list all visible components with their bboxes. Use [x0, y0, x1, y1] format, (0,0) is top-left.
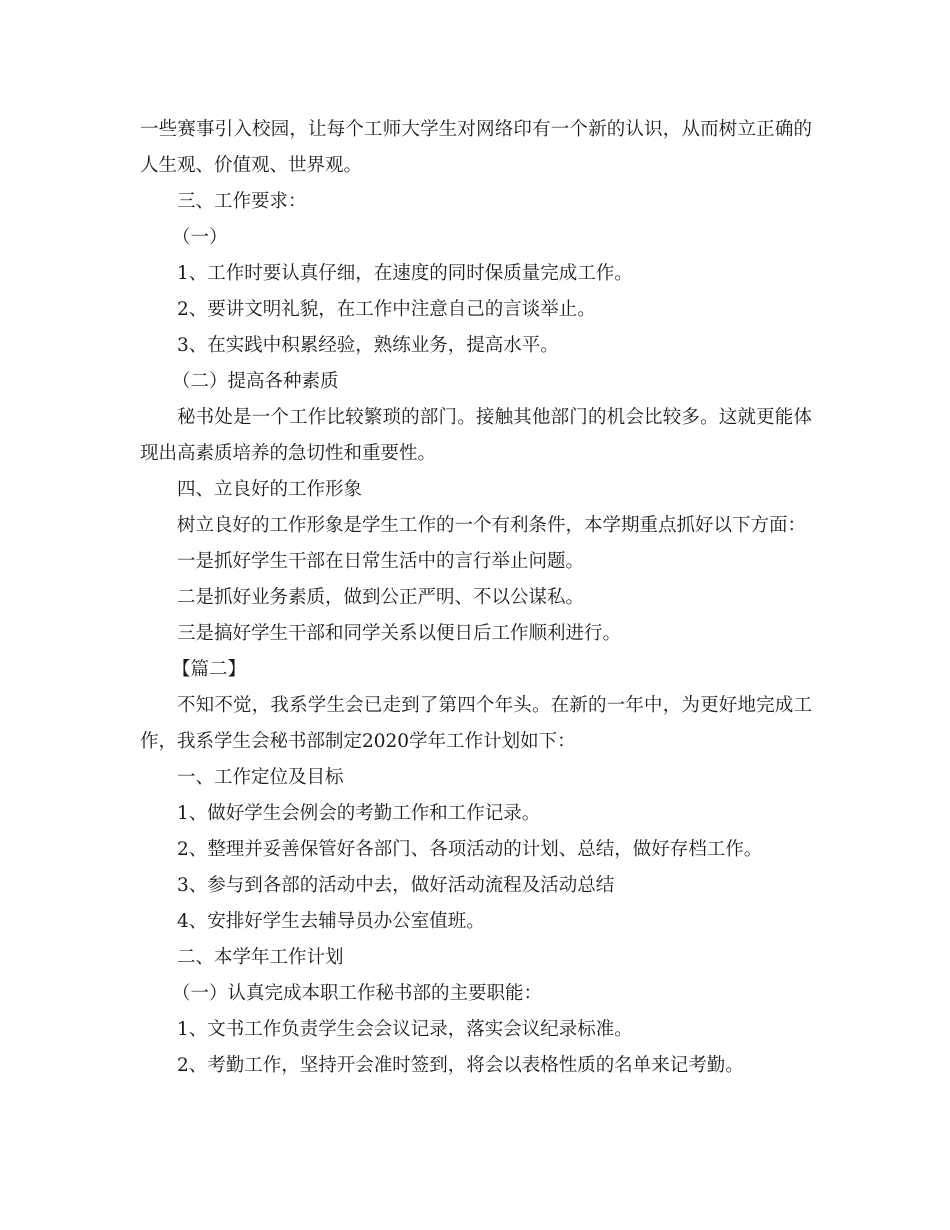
section-heading: 一、工作定位及目标: [177, 767, 344, 788]
list-item: 2、整理并妥善保管好各部门、各项活动的计划、总结，做好存档工作。: [177, 839, 763, 860]
list-item: 3、在实践中积累经验，熟练业务，提高水平。: [177, 335, 559, 356]
list-item: 1、做好学生会例会的考勤工作和工作记录。: [177, 803, 541, 824]
paragraph: 树立良好的工作形象是学生工作的一个有利条件，本学期重点抓好以下方面：: [177, 515, 807, 536]
subsection-heading: （一）认真完成本职工作秘书部的主要职能：: [172, 983, 543, 1004]
list-item: 一是抓好学生干部在日常生活中的言行举止问题。: [177, 551, 585, 572]
list-item: 2、要讲文明礼貌，在工作中注意自己的言谈举止。: [177, 299, 596, 320]
subsection-heading: （二）提高各种素质: [172, 371, 339, 392]
paragraph: 一些赛事引入校园，让每个工师大学生对网络印有一个新的认识，从而树立正确的人生观、价值观、世界观。: [140, 119, 812, 176]
paragraph: 秘书处是一个工作比较繁琐的部门。接触其他部门的机会比较多。这就更能体现出高素质培养的急切性和重要性。: [140, 407, 812, 464]
list-item: 2、考勤工作，坚持开会准时签到，将会以表格性质的名单来记考勤。: [177, 1055, 744, 1076]
section-heading: 三、工作要求：: [177, 191, 307, 212]
section-heading: 二、本学年工作计划: [177, 947, 344, 968]
list-item: 二是抓好业务素质，做到公正严明、不以公谋私。: [177, 587, 585, 608]
list-item: 1、文书工作负责学生会会议记录，落实会议纪录标准。: [177, 1019, 633, 1040]
subsection-heading: （一）: [172, 227, 228, 248]
chapter-heading: 【篇二】: [172, 659, 247, 680]
list-item: 三是搞好学生干部和同学关系以便日后工作顺利进行。: [177, 623, 622, 644]
list-item: 3、参与到各部的活动中去，做好活动流程及活动总结: [177, 875, 615, 896]
document-body: [140, 112, 812, 1084]
section-heading: 四、立良好的工作形象: [177, 479, 363, 500]
list-item: 1、工作时要认真仔细，在速度的同时保质量完成工作。: [177, 263, 633, 284]
list-item: 4、安排好学生去辅导员办公室值班。: [177, 911, 485, 932]
paragraph: 不知不觉，我系学生会已走到了第四个年头。在新的一年中，为更好地完成工作，我系学生会秘书部制定2020学年工作计划如下：: [140, 695, 812, 752]
